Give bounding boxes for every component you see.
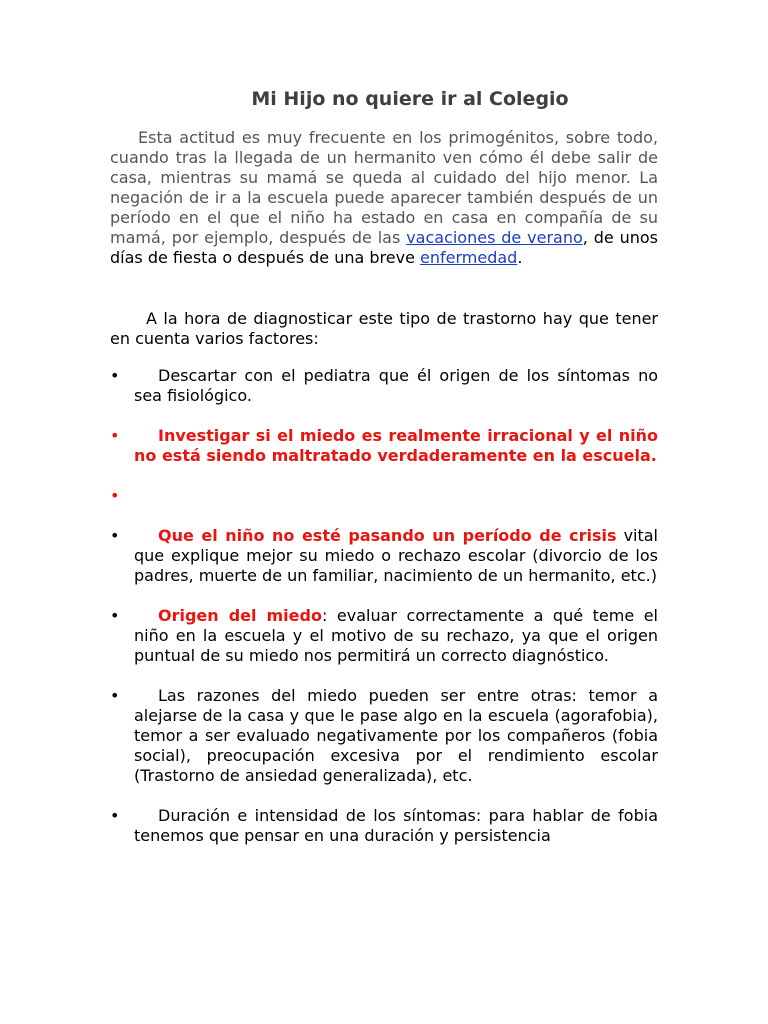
list-item-text [134, 606, 658, 666]
list-item-text: Duración e intensidad de los síntomas: para hablar de fobia tenemos que pensar en una duración y persistencia [134, 806, 658, 845]
intro-paragraph [110, 128, 658, 268]
list-item-highlight: Que el niño no esté pasando un período de crisis [158, 526, 617, 545]
bullet-icon: • [110, 806, 120, 825]
intro-text-1: Esta actitud es muy frecuente en los primogénitos, sobre todo, cuando tras la llegada de un hermanito ven cómo él debe salir de casa, mientras su mamá se queda al cuidado del hijo menor. La negación de ir a la escuela puede aparecer también después de un período en el que el niño ha estado en casa en compañía de su mamá, por ejemplo, después de las [110, 128, 658, 247]
list-item [110, 686, 658, 786]
list-item-rest: : evaluar correctamente a qué teme el niño en la escuela y el motivo de su rechazo, ya que el origen puntual de su miedo nos permitirá un correcto diagnóstico. [134, 606, 658, 665]
bullet-icon: • [110, 606, 120, 625]
enfermedad-link[interactable]: enfermedad [420, 248, 518, 267]
list-item-text: Descartar con el pediatra que él origen de los síntomas no sea fisiológico. [134, 366, 658, 405]
list-item-rest: vital que explique mejor su miedo o rechazo escolar (divorcio de los padres, muerte de un familiar, nacimiento de un hermanito, etc.) [134, 526, 659, 585]
list-item [110, 606, 658, 666]
list-item [110, 426, 658, 466]
list-item-text: Investigar si el miedo es realmente irracional y el niño no está siendo maltratado verdaderamente en la escuela. [134, 426, 658, 465]
diagnosis-paragraph: A la hora de diagnosticar este tipo de trastorno hay que tener en cuenta varios factores: [110, 309, 658, 348]
intro-text-3: . [517, 248, 523, 267]
list-item-text: Las razones del miedo pueden ser entre otras: temor a alejarse de la casa y que le pase algo en la escuela (agorafobia), temor a ser evaluado negativamente por los compañeros (fobia social), preocupación excesiva por el rendimiento escolar (Trastorno de ansiedad generalizada), etc. [134, 686, 658, 785]
bullet-icon: • [110, 686, 120, 705]
list-item [110, 526, 658, 586]
factors-list [110, 366, 658, 866]
intro-text-2: , de unos días de fiesta o después de una breve [110, 228, 659, 267]
bullet-icon: • [110, 486, 120, 505]
bullet-icon: • [110, 426, 120, 445]
list-item-highlight: Origen del miedo [158, 606, 322, 625]
list-item-empty [110, 486, 658, 506]
bullet-icon: • [110, 366, 120, 385]
list-item [110, 806, 658, 846]
list-item [110, 366, 658, 406]
vacaciones-link[interactable]: vacaciones de verano [406, 228, 583, 247]
list-item-text [134, 526, 658, 586]
bullet-icon: • [110, 526, 120, 545]
document-title: Mi Hijo no quiere ir al Colegio [251, 88, 569, 110]
